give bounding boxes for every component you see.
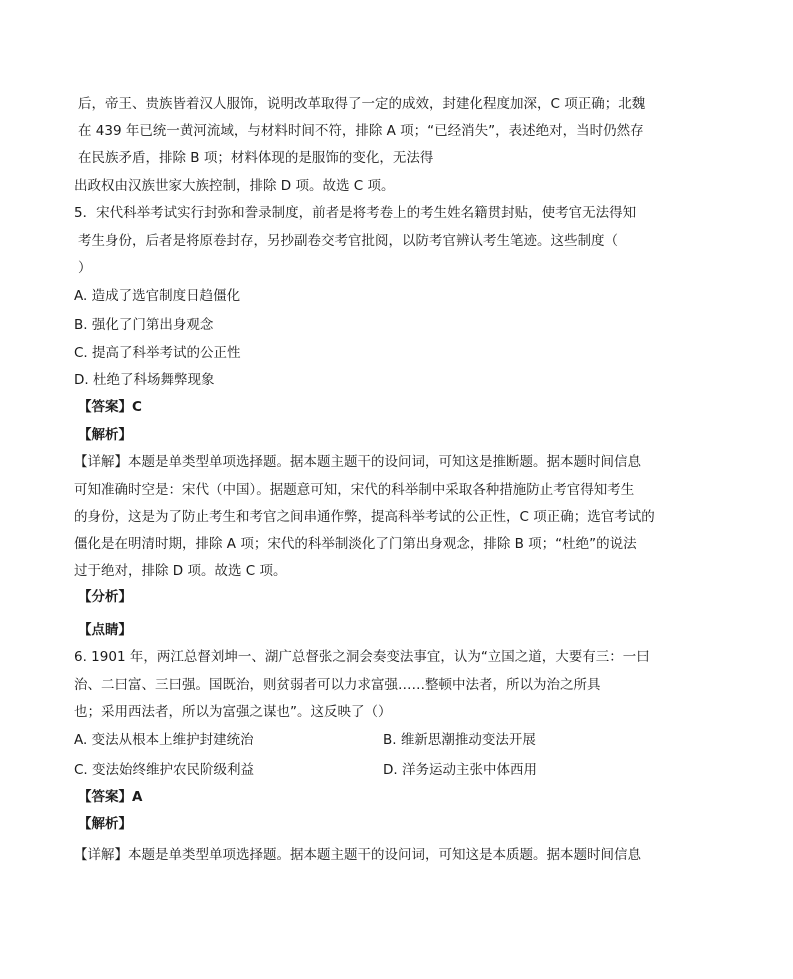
q5-detail-line-5: 过于绝对，排除 D 项。故选 C 项。 [74,563,287,579]
q5-stem-line-3: ） [78,260,92,276]
q6-answer: 【答案】A [78,789,143,805]
q6-analysis-label: 【解析】 [78,816,132,832]
q5-dianjing-label: 【点睛】 [78,622,132,638]
q5-option-c: C. 提高了科举考试的公正性 [74,345,241,361]
q5-analysis-label: 【解析】 [78,427,132,443]
q5-stem-line-2: 考生身份，后者是将原卷封存，另抄副卷交考官批阅，以防考官辨认考生笔迹。这些制度（ [78,233,618,249]
q5-stem-line-1: 5．宋代科举考试实行封弥和誊录制度，前者是将考卷上的考生姓名籍贯封贴，使考官无法得知 [74,205,637,221]
q6-stem-line-2: 治、二曰富、三曰强。国既治，则贫弱者可以力求富强‥‥‥整顿中法者，所以为治之所具 [74,677,601,693]
prev-analysis-line-4: 出政权由汉族世家大族控制，排除 D 项。故选 C 项。 [74,178,395,194]
q5-option-d: D. 杜绝了科场舞弊现象 [74,372,215,388]
q5-option-b: B. 强化了门第出身观念 [74,317,214,333]
q5-option-a: A. 造成了选官制度日趋僵化 [74,288,241,304]
prev-analysis-line-3: 在民族矛盾，排除 B 项；材料体现的是服饰的变化，无法得 [78,150,434,166]
q5-detail-line-1: 【详解】本题是单类型单项选择题。据本题主题干的设问词，可知这是推断题。据本题时间信息 [74,454,641,470]
prev-analysis-line-1: 后，帝王、贵族皆着汉人服饰，说明改革取得了一定的成效，封建化程度加深，C 项正确；北魏 [78,96,646,112]
q5-fenxi-label: 【分析】 [78,589,132,605]
q6-option-d: D. 洋务运动主张中体西用 [383,762,537,778]
q5-answer: 【答案】C [78,399,142,415]
q6-stem-line-1: 6. 1901 年，两江总督刘坤一、湖广总督张之洞会奏变法事宜，认为“立国之道，大要有三：一曰 [74,649,650,665]
q6-option-a: A. 变法从根本上维护封建统治 [74,732,254,748]
q6-option-b: B. 维新思潮推动变法开展 [383,732,536,748]
q6-option-c: C. 变法始终维护农民阶级利益 [74,762,255,778]
q5-detail-line-2: 可知准确时空是：宋代（中国）。据题意可知，宋代的科举制中采取各种措施防止考官得知考生 [74,482,635,498]
prev-analysis-line-2: 在 439 年已统一黄河流域，与材料时间不符，排除 A 项；“已经消失”，表述绝对，当时仍然存 [78,123,644,139]
q6-detail-line-1: 【详解】本题是单类型单项选择题。据本题主题干的设问词，可知这是本质题。据本题时间信息 [74,847,641,863]
q5-detail-line-4: 僵化是在明清时期，排除 A 项；宋代的科举制淡化了门第出身观念，排除 B 项；“杜绝”的说法 [74,536,637,552]
q6-stem-line-3: 也；采用西法者，所以为富强之谋也”。这反映了（） [74,704,392,720]
q5-detail-line-3: 的身份，这是为了防止考生和考官之间串通作弊，提高科举考试的公正性，C 项正确；选官考试的 [74,509,655,525]
